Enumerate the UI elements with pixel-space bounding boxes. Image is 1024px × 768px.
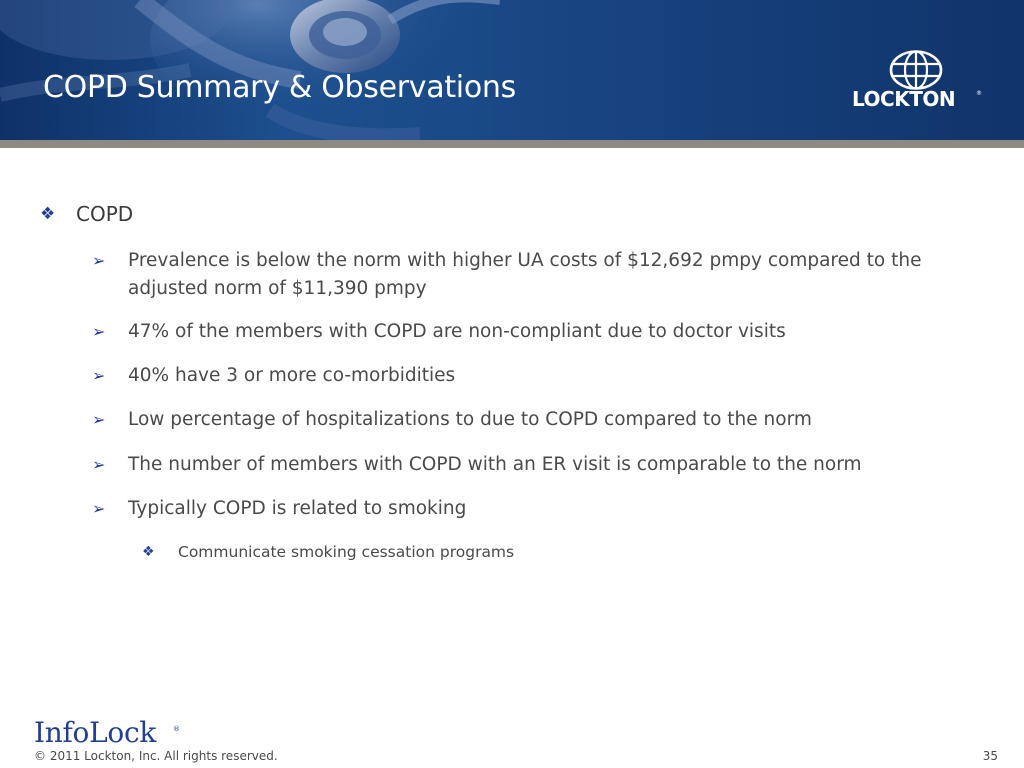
arrow-bullet-icon: ➢ bbox=[92, 410, 106, 429]
arrow-bullet-icon: ➢ bbox=[92, 455, 106, 474]
logo-wordmark: LOCKTON bbox=[852, 87, 956, 111]
bullet-level1 bbox=[40, 200, 133, 228]
bullet-heading: COPD bbox=[76, 202, 134, 226]
copyright-notice: © 2011 Lockton, Inc. All rights reserved. bbox=[34, 749, 278, 763]
diamond-bullet-icon: ❖ bbox=[142, 544, 155, 560]
bullet-text: Low percentage of hospitalizations to due to COPD compared to the norm bbox=[128, 409, 812, 430]
bullet-text: Typically COPD is related to smoking bbox=[128, 498, 467, 519]
infolock-logo: InfoLock bbox=[34, 716, 157, 749]
header-banner bbox=[0, 0, 1024, 140]
arrow-bullet-icon: ➢ bbox=[92, 322, 106, 341]
sub-list-item bbox=[138, 541, 514, 563]
sub-bullet-text: Communicate smoking cessation programs bbox=[178, 543, 515, 561]
list-item bbox=[90, 247, 968, 303]
bullet-text: 40% have 3 or more co-morbidities bbox=[128, 365, 456, 386]
slide-title: COPD Summary & Observations bbox=[43, 70, 516, 105]
header-divider bbox=[0, 140, 1024, 148]
globe-icon bbox=[889, 50, 943, 90]
diamond-bullet-icon: ❖ bbox=[40, 204, 56, 224]
list-item bbox=[90, 495, 968, 523]
bullet-text: The number of members with COPD with an ER visit is comparable to the norm bbox=[128, 454, 862, 475]
lockton-logo bbox=[852, 50, 984, 112]
logo-registered-mark: ® bbox=[976, 90, 982, 97]
infolock-registered-mark: ® bbox=[173, 725, 180, 733]
arrow-bullet-icon: ➢ bbox=[92, 366, 106, 385]
list-item bbox=[90, 362, 968, 390]
list-item bbox=[90, 318, 968, 346]
bullet-text: Prevalence is below the norm with higher UA costs of $12,692 pmpy compared to the adjusted norm of $11,390 pmpy bbox=[128, 250, 922, 299]
arrow-bullet-icon: ➢ bbox=[92, 499, 106, 518]
bullet-text: 47% of the members with COPD are non-compliant due to doctor visits bbox=[128, 321, 786, 342]
list-item bbox=[90, 406, 968, 434]
list-item bbox=[90, 451, 968, 479]
page-number: 35 bbox=[982, 749, 998, 763]
arrow-bullet-icon: ➢ bbox=[92, 251, 106, 270]
